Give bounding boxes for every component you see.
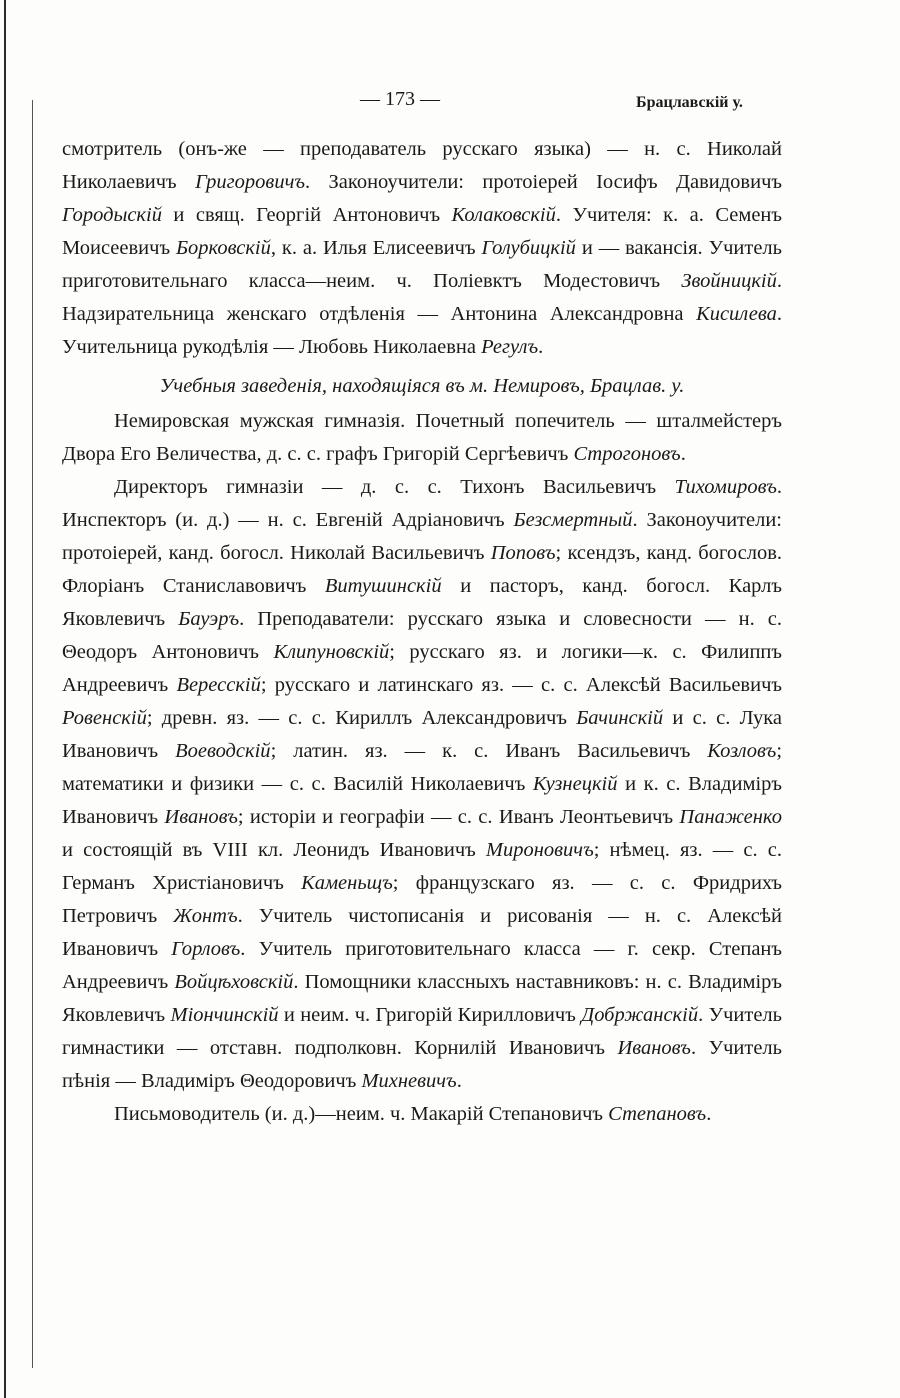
surname: Горловъ	[171, 938, 241, 960]
paragraph-gymnasium-staff: Директоръ гимназіи — д. с. с. Тихонъ Васильевичъ Тихомировъ. Инспекторъ (и. д.) — н. с. Евгеній Адріановичъ Безсмертный. Законоучители: протоіерей, канд. богосл. Николай Васильевичъ Поповъ; ксендзъ, канд. богослов. Флоріанъ Станиславовичъ Витушинскій и пасторъ, канд. богосл. Карлъ Яковлевичъ Бауэръ. Преподаватели: русскаго языка и словесности — н. с. Θеодоръ Антоновичъ Клипуновскій; русскаго яз. и логики—к. с. Филиппъ Андреевичъ Вересскій; русскаго и латинскаго яз. — с. с. Алексѣй Васильевичъ Ровенскій; древн. яз. — с. с. Кириллъ Александровичъ Бачинскій и с. с. Лука Ивановичъ Воеводскій; латин. яз. — к. с. Иванъ Васильевичъ Козловъ; математики и физики — с. с. Василій Николаевичъ Кузнецкій и к. с. Владиміръ Ивановичъ Ивановъ; исторіи и географіи — с. с. Иванъ Леонтьевичъ Панаженко и состоящій въ VIII кл. Леонидъ Ивановичъ Мироновичъ; нѣмец. яз. — с. с. Германъ Христіановичъ Каменьщъ; французскаго яз. — с. с. Фридрихъ Петровичъ Жонтъ. Учитель чистописанія и рисованія — н. с. Алексѣй Ивановичъ Горловъ. Учитель приготовительнаго класса — г. секр. Степанъ Андреевичъ Войцѣховскій. Помощники классныхъ наставниковъ: н. с. Владиміръ Яковлевичъ Міончинскій и неим. ч. Григорій Кирилловичъ Добржанскій. Учитель гимнастики — отставн. подполковн. Корнилій Ивановичъ Ивановъ. Учитель пѣнія — Владиміръ Θеодоровичъ Михневичъ.	[62, 476, 783, 1092]
surname: Кисилева	[696, 303, 777, 325]
surname: Бауэръ	[178, 608, 240, 630]
surname: Кузнецкій	[532, 773, 618, 795]
surname: Борковскій	[175, 237, 271, 259]
surname: Каменьщъ	[301, 872, 393, 894]
surname: Григоровичъ	[195, 171, 305, 193]
surname: Голубицкій	[481, 237, 576, 259]
surname: Войцѣховскій	[174, 971, 294, 993]
surname: Добржанскій	[581, 1004, 699, 1026]
surname: Ивановъ	[164, 806, 238, 828]
surname: Строгоновъ	[573, 443, 681, 465]
surname: Міончинскій	[170, 1004, 279, 1026]
surname: Регулъ	[481, 336, 539, 358]
surname: Колаковскій	[451, 204, 556, 226]
surname: Панаженко	[679, 806, 782, 828]
page-body	[62, 133, 782, 1131]
surname: Козловъ	[707, 740, 777, 762]
paragraph-school-staff: смотритель (онъ-же — преподаватель русскаго языка) — н. с. Николай Николаевичъ Григоровичъ. Законоучители: протоіерей Іосифъ Давидовичъ Городыскій и свящ. Георгій Антоновичъ Колаковскій. Учителя: к. а. Семенъ Моисеевичъ Борковскій, к. а. Илья Елисеевичъ Голубицкій и — вакансія. Учитель приготовительнаго класса—неим. ч. Поліевктъ Модестовичъ Звойницкій. Надзирательница женскаго отдѣленія — Антонина Александровна Кисилева. Учительница рукодѣлія — Любовь Николаевна Регулъ.	[62, 138, 783, 358]
surname: Воеводскій	[175, 740, 271, 762]
surname: Степановъ	[608, 1103, 707, 1125]
page-fold-line	[32, 100, 33, 1368]
paragraph-clerk: Письмоводитель (и. д.)—неим. ч. Макарій Степановичъ Степановъ.	[114, 1103, 712, 1125]
surname: Звойницкій	[681, 270, 777, 292]
paragraph-gymnasium-trustee: Немировская мужская гимназія. Почетный попечитель — шталмейстеръ Двора Его Величества, д. с. с. графъ Григорій Сергѣевичъ Строгоновъ.	[62, 410, 782, 465]
section-subheading: Учебныя заведенія, находящіяся въ м. Немировъ, Брацлав. у.	[159, 375, 685, 397]
surname: Городыскій	[62, 204, 162, 226]
surname: Жонтъ	[173, 905, 238, 927]
surname: Бачинскій	[576, 707, 664, 729]
surname: Ивановъ	[617, 1037, 691, 1059]
surname: Мироновичъ	[485, 839, 594, 861]
surname: Поповъ	[490, 542, 556, 564]
page-number: — 173 —	[360, 88, 440, 110]
page-header	[0, 88, 900, 118]
surname: Ровенскій	[62, 707, 147, 729]
surname: Тихомировъ	[674, 476, 777, 498]
surname: Безсмертный	[513, 509, 633, 531]
surname: Вересскій	[176, 674, 261, 696]
surname: Михневичъ	[361, 1070, 457, 1092]
running-title: Брацлавскій у.	[636, 94, 743, 111]
surname: Витушинскій	[324, 575, 442, 597]
page-edge-line	[4, 0, 6, 1398]
surname: Клипуновскій	[273, 641, 390, 663]
